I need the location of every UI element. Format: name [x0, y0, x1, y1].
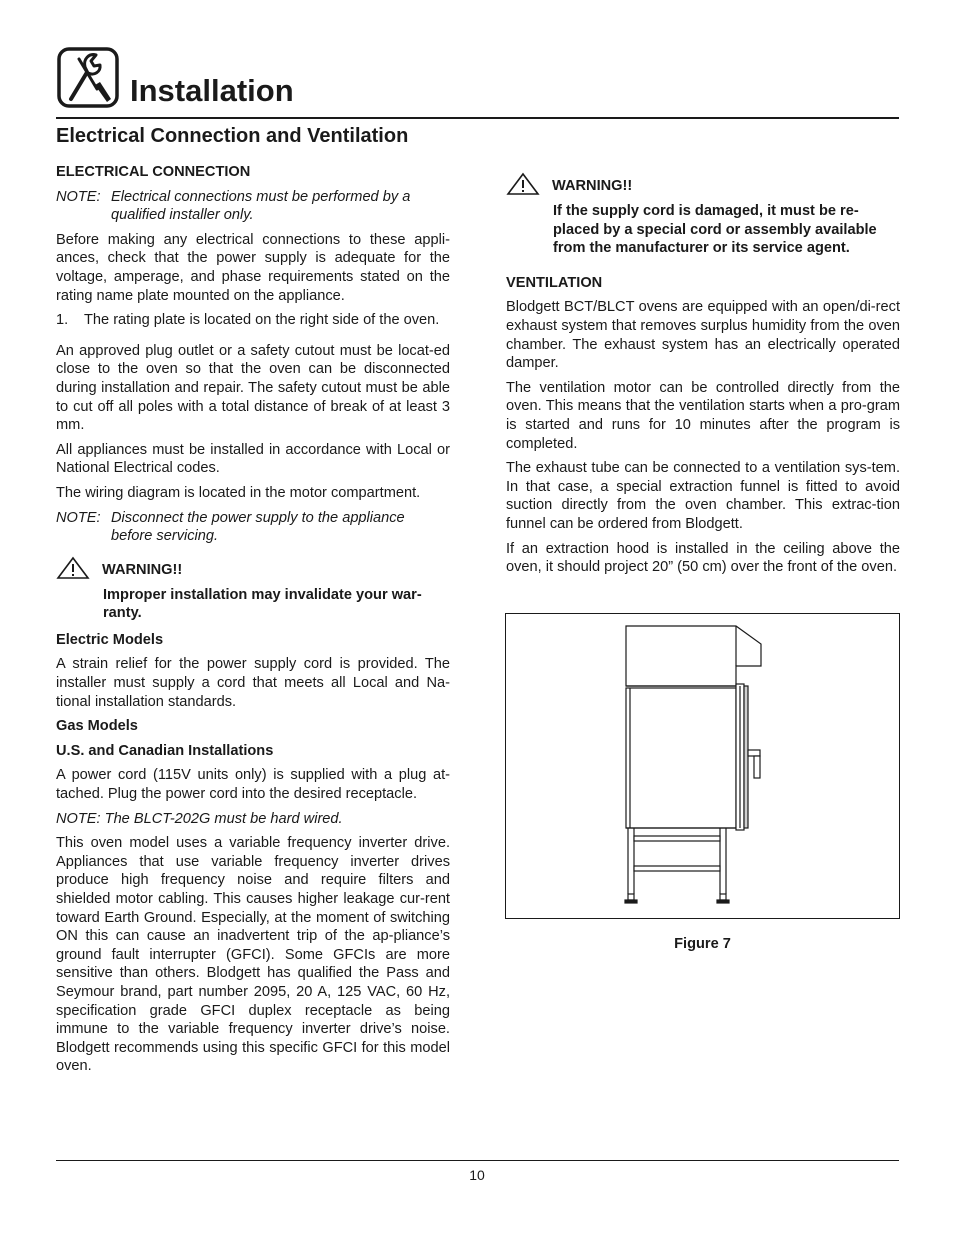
warning-title: WARNING!!: [102, 562, 183, 579]
warning-block: [56, 556, 450, 623]
paragraph-exhaust-system: Blodgett BCT/BLCT ovens are equipped with an open/di-rect exhaust system that removes surplus humidity from the oven chamber. The exhaust system has an electrically operated damper.: [506, 299, 900, 372]
list-item: [56, 311, 450, 330]
note-label: NOTE:: [56, 188, 101, 205]
warning-triangle-icon: [56, 556, 90, 580]
paragraph-electric-models: A strain relief for the power supply cord is provided. The installer must supply a cord that meets all Local and Na-tional installation standards.: [56, 656, 450, 710]
page-title: Installation: [130, 73, 294, 108]
note-text: Electrical connections must be performed by a qualified installer only.: [111, 188, 411, 224]
paragraph-exhaust-tube: The exhaust tube can be connected to a ventilation sys-tem. In that case, a special extraction funnel is fitted to avoid suction directly from the oven chamber. This extrac-tion funnel can be ordered from Blodgett.: [506, 460, 900, 532]
page-number: 10: [469, 1167, 485, 1183]
note-disconnect: [56, 509, 450, 546]
footer-divider: [56, 1160, 899, 1161]
paragraph-power-supply: Before making any electrical connections to these appli-ances, check that the power supply is adequate for the voltage, amperage, and phase requirements stated on the rating name plate mounted on the appliance.: [56, 231, 450, 304]
list-text: The rating plate is located on the right side of the oven.: [84, 312, 440, 329]
paragraph-codes: All appliances must be installed in accordance with Local or National Electrical codes.: [56, 441, 450, 477]
wrench-screwdriver-icon: [57, 47, 119, 108]
electrical-connection-heading: ELECTRICAL CONNECTION: [56, 164, 251, 180]
note-label: NOTE:: [56, 509, 101, 526]
paragraph-extraction-hood: If an extraction hood is installed in the ceiling above the oven, it should project 20” (50 cm) over the front of the oven.: [506, 540, 900, 576]
oven-side-view-illustration: [506, 614, 899, 918]
figure-oven-side-view: [505, 613, 900, 919]
left-column: [56, 163, 450, 1082]
paragraph-wiring-diagram: The wiring diagram is located in the motor compartment.: [56, 484, 421, 501]
gas-models-heading: Gas Models: [56, 718, 138, 735]
section-title: Electrical Connection and Ventilation: [56, 125, 409, 147]
paragraph-inverter-drive: This oven model uses a variable frequency inverter drive. Appliances that use variable frequency inverter drives produce high frequency noise and require filters and shielded motor cabling. This causes higher leakage cur-rent toward Earth Ground. Especially, at the moment of switching ON this can cause an inadvertent trip of the ap-pliance’s ground fault interrupter (GFCI). Some GFCIs are more sensitive than others. Blodgett has qualified the Pass and Seymour brand, part number 2095, 20 A, 125 VAC, 60 Hz, specification grade GFCI duplex receptacle as being immune to the variable frequency inverter drive’s noise. Blodgett recommends using this specific GFCI for this model oven.: [56, 835, 450, 1075]
title-divider: [56, 117, 899, 119]
paragraph-safety-cutout: An approved plug outlet or a safety cutout must be locat-ed close to the oven so that the oven can be disconnected during installation and repair. The safety cutout must be able to cut off all poles with a total distance of break of at least 3 mm.: [56, 342, 450, 434]
ventilation-heading: VENTILATION: [506, 274, 603, 291]
paragraph-ventilation-motor: The ventilation motor can be controlled directly from the oven. This means that the ventilation starts when a pro-gram is started and runs for 10 minutes after the program is completed.: [506, 379, 900, 452]
note-hard-wired: NOTE: The BLCT-202G must be hard wired.: [56, 810, 343, 827]
right-column: [506, 168, 900, 583]
us-canadian-heading: U.S. and Canadian Installations: [56, 742, 274, 759]
warning-block: [506, 172, 900, 258]
warning-title: WARNING!!: [552, 178, 633, 195]
list-number: 1.: [56, 312, 69, 329]
warning-text: Improper installation may invalidate your war-ranty.: [103, 586, 422, 622]
note-text: Disconnect the power supply to the appliance before servicing.: [111, 509, 405, 545]
paragraph-power-cord: A power cord (115V units only) is supplied with a plug at-tached. Plug the power cord into the desired receptacle.: [56, 767, 450, 803]
electric-models-heading: Electric Models: [56, 631, 164, 648]
warning-text: If the supply cord is damaged, it must be re-placed by a special cord or assembly available from the manufacturer or its service agent.: [553, 203, 877, 257]
figure-caption: Figure 7: [674, 936, 731, 952]
warning-triangle-icon: [506, 172, 540, 196]
note-qualified-installer: [56, 188, 450, 225]
